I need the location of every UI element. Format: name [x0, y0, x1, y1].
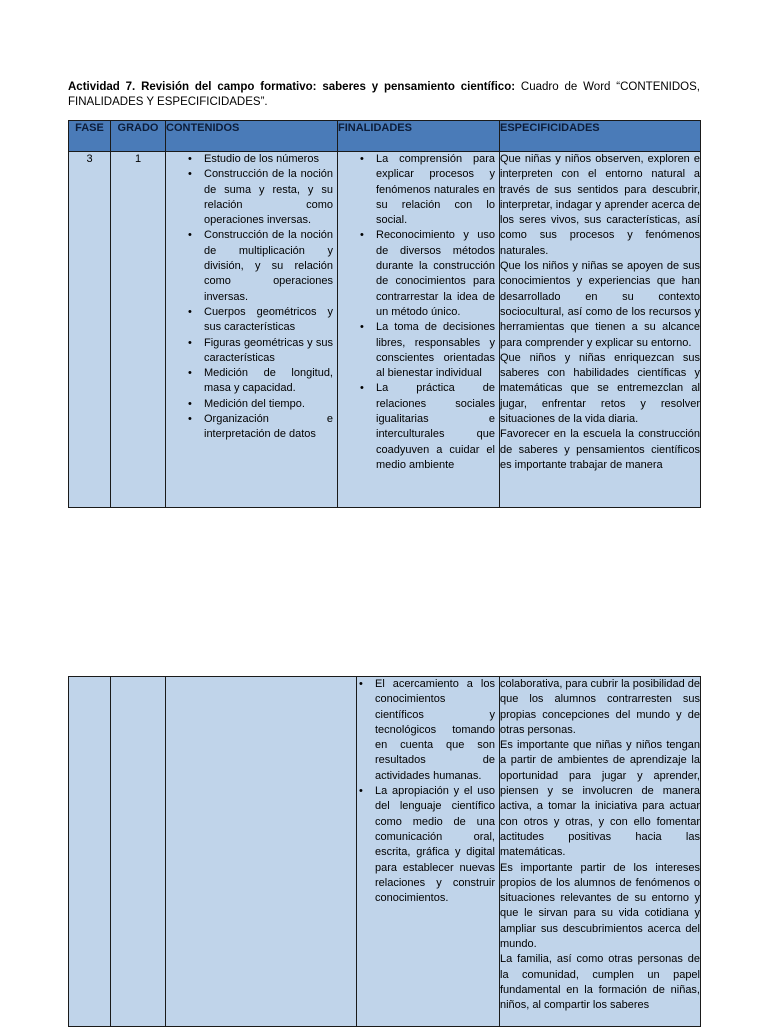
list-item: • Construcción de la noción de suma y resta, y su relación como operaciones inversas. [204, 167, 333, 228]
especificidades-cell [500, 152, 701, 508]
header-grado: GRADO [111, 121, 166, 152]
list-item: • La toma de decisiones libres, responsables y conscientes orientadas al bienestar individual [376, 320, 495, 381]
paragraph: Que los niños y niñas se apoyen de sus conocimientos y experiencias que han desarrollado en su contexto sociocultural, así como de los recursos y herramientas que tienen a su alcance para comprender y explicar su entorno. [500, 260, 700, 349]
fase-cell: 3 [69, 152, 111, 508]
grado-cell-empty [111, 677, 166, 1027]
activity-heading-bold: Actividad 7. Revisión del campo formativo: saberes y pensamiento científico: [68, 81, 516, 93]
header-fase: FASE [69, 121, 111, 152]
list-item: • Medición de longitud, masa y capacidad. [204, 366, 333, 397]
header-finalidades: FINALIDADES [338, 121, 500, 152]
contents-table-page1 [68, 120, 701, 508]
fase-cell-empty [69, 677, 111, 1027]
list-item: • La práctica de relaciones sociales igualitarias e interculturales que coadyuven a cuidar el medio ambiente [376, 381, 495, 473]
table-row [69, 677, 701, 1027]
table-row [69, 152, 701, 508]
paragraph: La familia, así como otras personas de la comunidad, cumplen un papel fundamental en la formación de niñas, niños, al compartir los saberes [500, 953, 700, 1012]
finalidades-cell [338, 152, 500, 508]
list-item: • Construcción de la noción de multiplicación y división, y su relación como operaciones inversas. [204, 228, 333, 304]
list-item: • Reconocimiento y uso de diversos métodos durante la construcción de conocimientos para contrarrestar la idea de un método único. [376, 228, 495, 320]
paragraph: Es importante partir de los intereses propios de los alumnos de fenómenos o situaciones relevantes de su entorno y que le sirvan para su vida cotidiana y ampliar sus descubrimientos acerca del mundo. [500, 861, 700, 951]
finalidades-list [357, 677, 499, 906]
list-item: • Organización e interpretación de datos [204, 412, 333, 443]
paragraph: Que niños y niñas enriquezcan sus saberes con habilidades científicas y matemáticas que se entremezclan al jugar, enfrentar retos y resolver situaciones de la vida diaria. [500, 351, 700, 426]
especificidades-cell [500, 677, 701, 1027]
contenidos-cell-empty [166, 677, 357, 1027]
paragraph: Que niñas y niños observen, exploren e interpreten con el entorno natural a través de sus sentidos para descubrir, interpretar, indagar y aprender acerca de los seres vivos, sus características, así como sus procesos y fenómenos naturales. [500, 153, 700, 257]
header-especificidades: ESPECIFICIDADES [500, 121, 701, 152]
finalidades-cell [357, 677, 500, 1027]
list-item: • Cuerpos geométricos y sus características [204, 305, 333, 336]
contenidos-cell [166, 152, 338, 508]
list-item: • El acercamiento a los conocimientos científicos y tecnológicos tomando en cuenta que son resultados de actividades humanas. [375, 677, 495, 784]
table-header-row [69, 121, 701, 152]
header-contenidos: CONTENIDOS [166, 121, 338, 152]
list-item: • Medición del tiempo. [204, 397, 333, 412]
list-item: • La apropiación y el uso del lenguaje científico como medio de una comunicación oral, escrita, gráfica y digital para establecer nuevas relaciones y construir conocimientos. [375, 784, 495, 906]
list-item: • La comprensión para explicar procesos y fenómenos naturales en su relación con lo social. [376, 152, 495, 228]
activity-heading-text: Cuadro de Word “CONTENIDOS, FINALIDADES Y ESPECIFICIDADES”. [68, 81, 700, 108]
activity-heading [68, 80, 700, 110]
paragraph: Favorecer en la escuela la construcción de saberes y pensamientos científicos es importante trabajar de manera [500, 428, 700, 471]
paragraph: colaborativa, para cubrir la posibilidad de que los alumnos contrarresten sus propias concepciones del mundo y de otras personas. [500, 678, 700, 736]
list-item: • Figuras geométricas y sus características [204, 336, 333, 367]
contenidos-list [166, 152, 337, 443]
finalidades-list [338, 152, 499, 473]
list-item: • Estudio de los números [204, 152, 333, 167]
grado-cell: 1 [111, 152, 166, 508]
paragraph: Es importante que niñas y niños tengan a partir de ambientes de aprendizaje la oportunidad para jugar y aprender, piensen y se involucren de manera activa, a tomar la iniciativa para actuar con otros y otras, y con ello fomentar actitudes positivas hacia las matemáticas. [500, 739, 700, 859]
contents-table-page2 [68, 676, 701, 1027]
